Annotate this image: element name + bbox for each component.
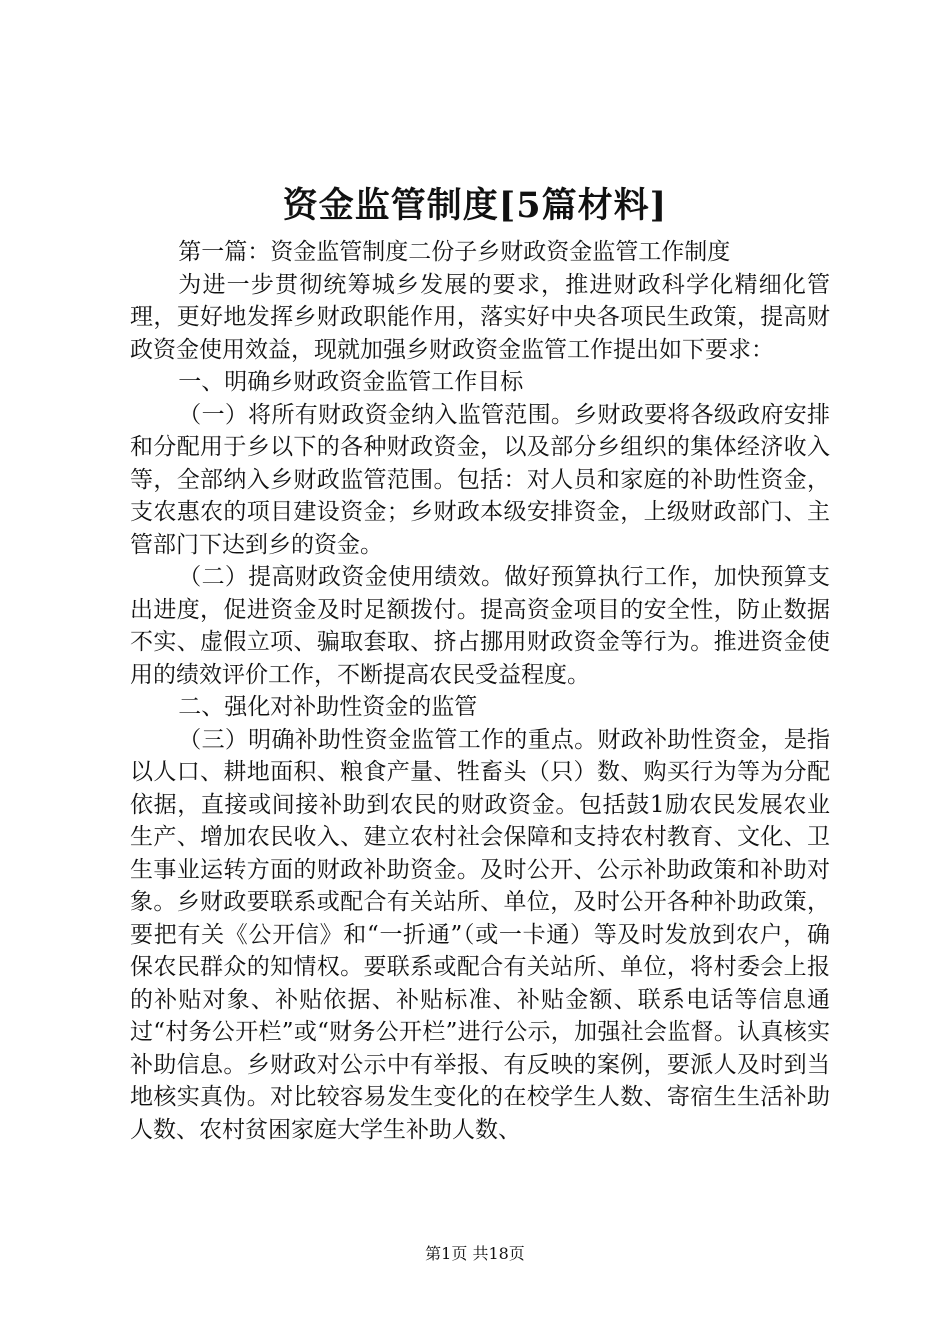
paragraph-chapter-heading: 第一篇：资金监管制度二份子乡财政资金监管工作制度 [178, 239, 731, 265]
paragraph-item-1: （一）将所有财政资金纳入监管范围。乡财政要将各级政府安排和分配用于乡以下的各种财政资金，以及部分乡组织的集体经济收入等，全部纳入乡财政监管范围。包括：对人员和家庭的补助性资金，支农惠农的项目建设资金；乡财政本级安排资金，上级财政部门、主管部门下达到乡的资金。 [130, 401, 830, 558]
document-body [130, 236, 830, 1146]
paragraph-section-2-heading: 二、强化对补助性资金的监管 [178, 694, 478, 720]
document-title: 资金监管制度[5篇材料] [282, 185, 668, 226]
page-number-footer: 第1页 共18页 [425, 1244, 525, 1263]
paragraph-intro: 为进一步贯彻统筹城乡发展的要求，推进财政科学化精细化管理，更好地发挥乡财政职能作用，落实好中央各项民生政策，提高财政资金使用效益，现就加强乡财政资金监管工作提出如下要求： [130, 271, 830, 363]
paragraph-section-1-heading: 一、明确乡财政资金监管工作目标 [178, 369, 524, 395]
paragraph-item-2: （二）提高财政资金使用绩效。做好预算执行工作，加快预算支出进度，促进资金及时足额拨付。提高资金项目的安全性，防止数据不实、虚假立项、骗取套取、挤占挪用财政资金等行为。推进资金使用的绩效评价工作，不断提高农民受益程度。 [130, 564, 830, 688]
paragraph-item-3: （三）明确补助性资金监管工作的重点。财政补助性资金，是指以人口、耕地面积、粮食产量、牲畜头（只）数、购买行为等为分配依据，直接或间接补助到农民的财政资金。包括鼓1励农民发展农业生产、增加农民收入、建立农村社会保障和支持农村教育、文化、卫生事业运转方面的财政补助资金。及时公开、公示补助政策和补助对象。乡财政要联系或配合有关站所、单位，及时公开各种补助政策，要把有关《公开信》和“一折通”（或一卡通）等及时发放到农户，确保农民群众的知情权。要联系或配合有关站所、单位，将村委会上报的补贴对象、补贴依据、补贴标准、补贴金额、联系电话等信息通过“村务公开栏”或“财务公开栏”进行公示，加强社会监督。认真核实补助信息。乡财政对公示中有举报、有反映的案例，要派人及时到当地核实真伪。对比较容易发生变化的在校学生人数、寄宿生生活补助人数、农村贫困家庭大学生补助人数、 [130, 726, 830, 1143]
